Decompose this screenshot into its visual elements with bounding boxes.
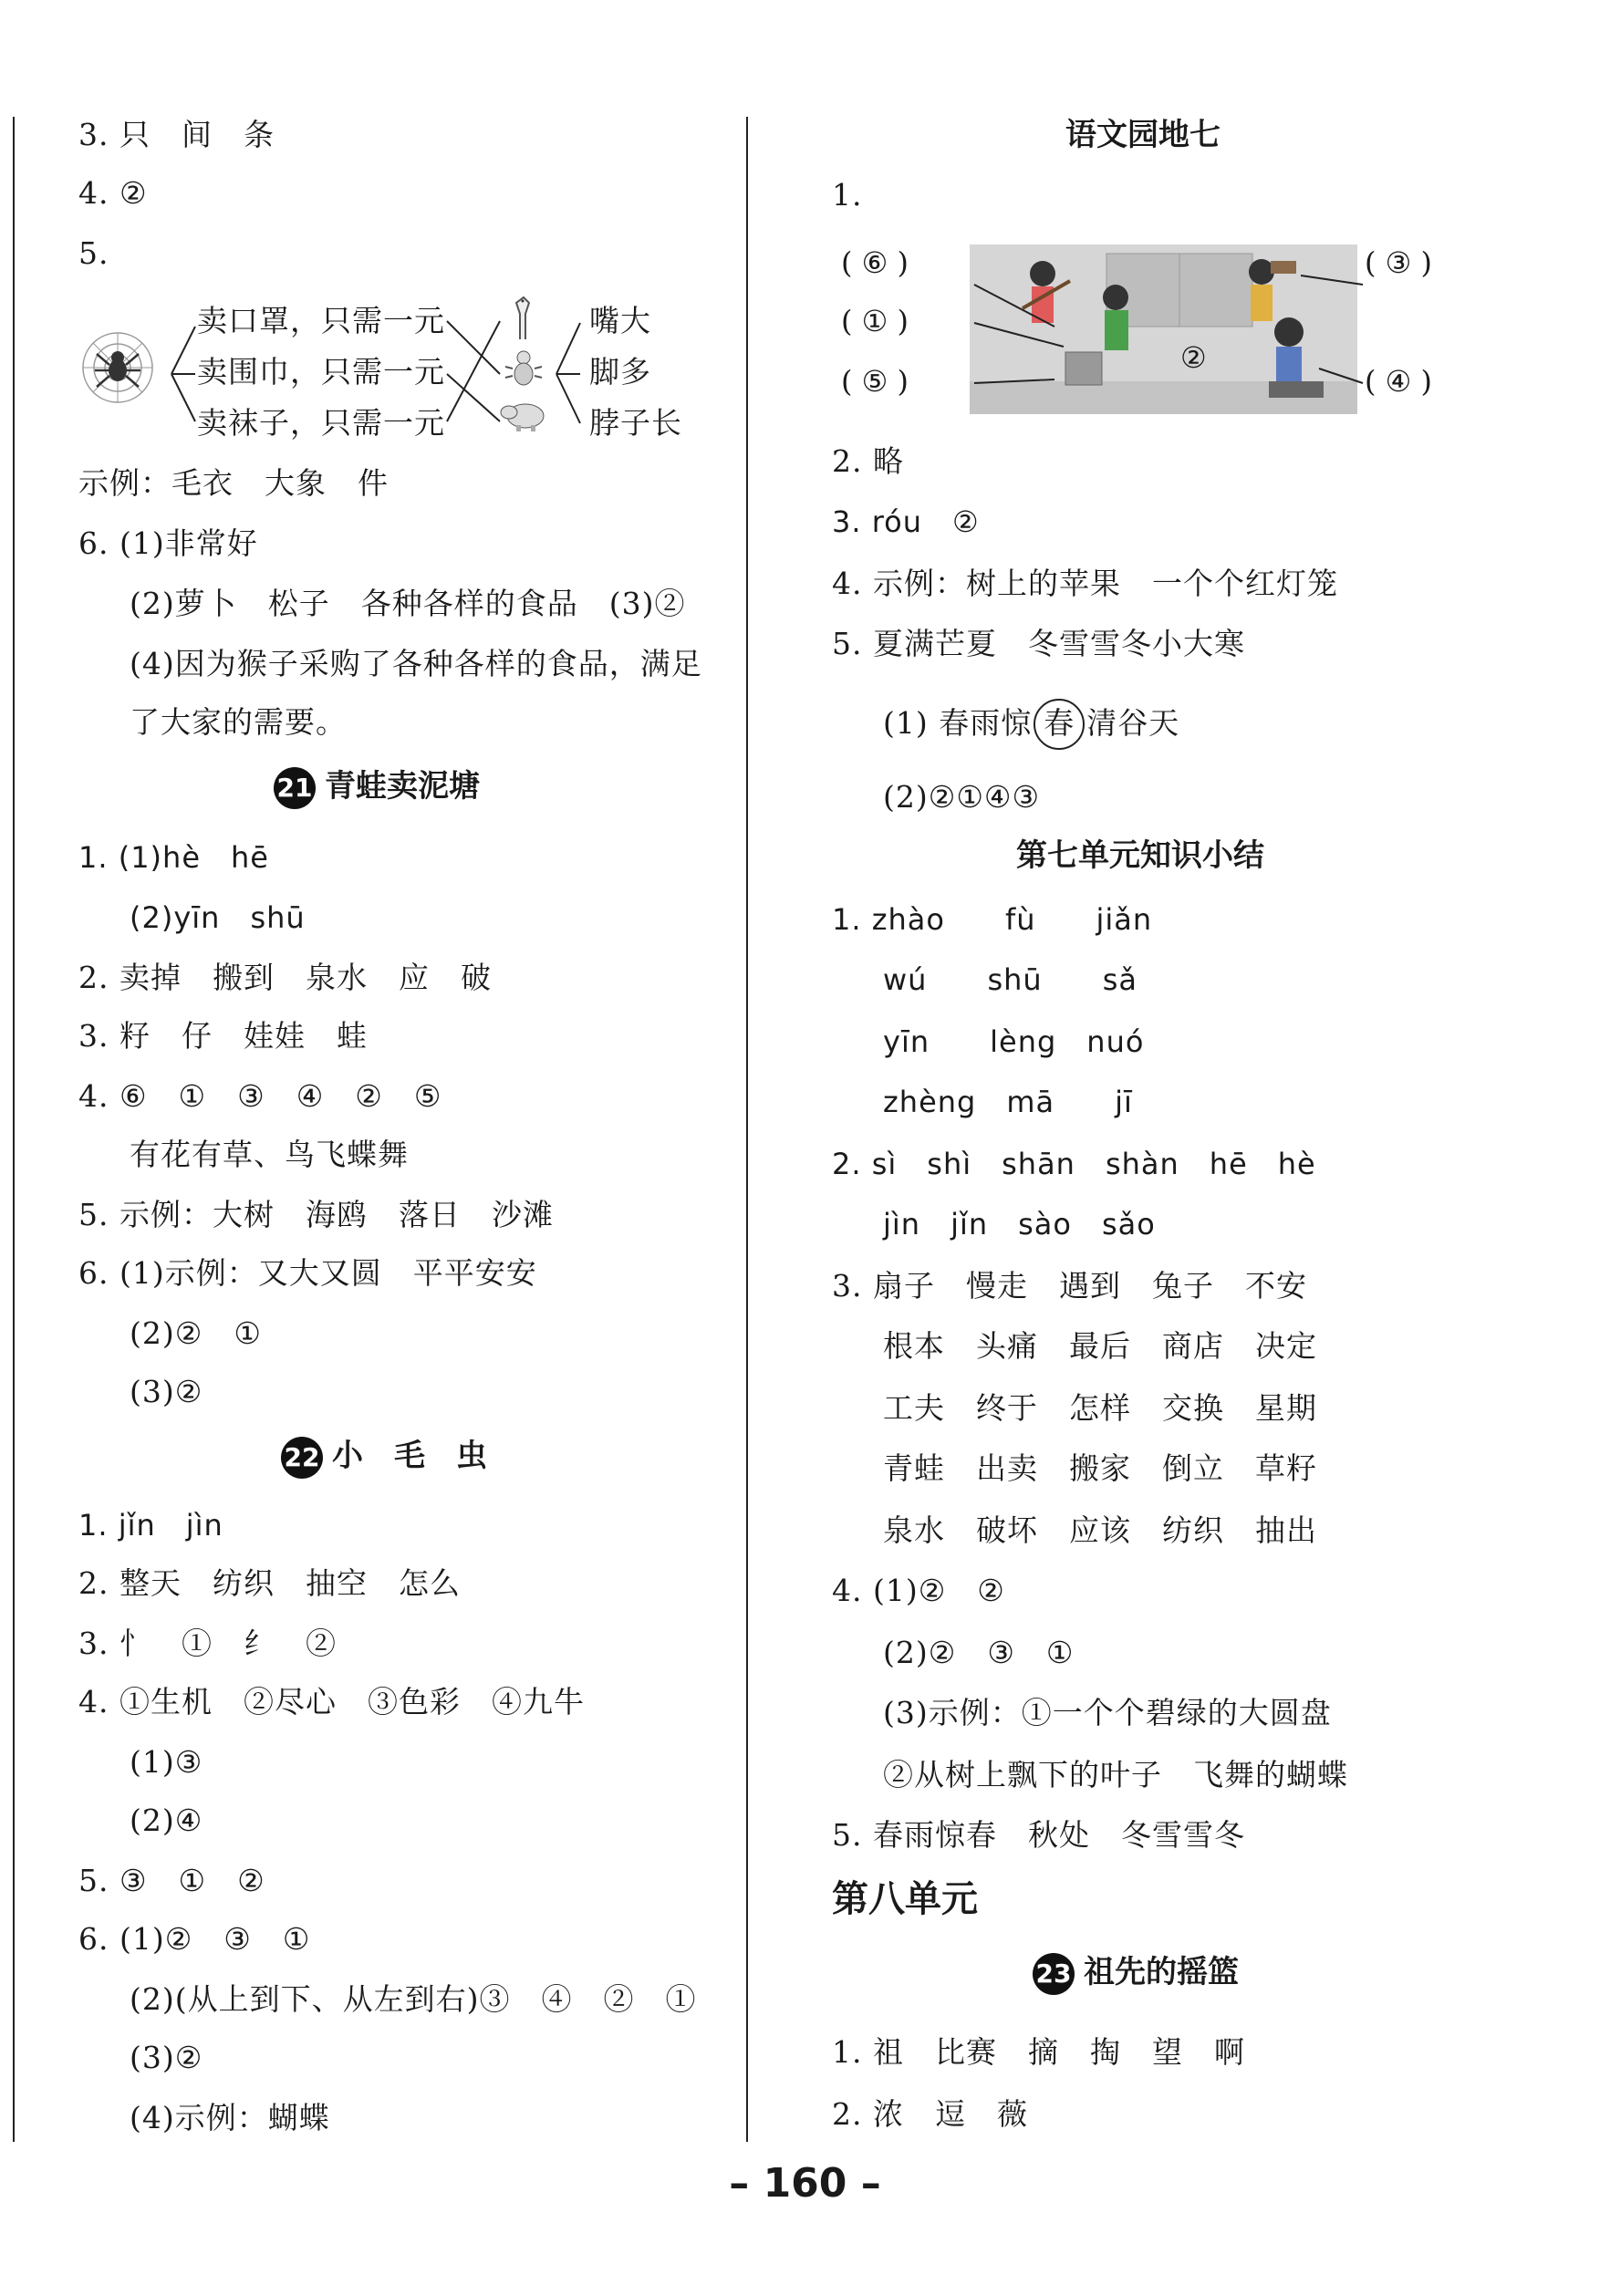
match-item: 脖子长 (589, 405, 682, 441)
answer-line: 4. (1)② ② (832, 1573, 1005, 1608)
solar-term-text: (1) 春雨惊 (883, 705, 1033, 741)
answer-line: 6. (1)非常好 (78, 525, 258, 561)
answer-line: (2)② ① (130, 1315, 262, 1351)
answer-line: 4. 示例：树上的苹果 一个个红灯笼 (832, 566, 1338, 601)
answer-line: 2. 整天 纺织 抽空 怎么 (78, 1565, 461, 1601)
answer-line: 3. 只 间 条 (78, 117, 275, 152)
lesson-title: 青蛙卖泥塘 (325, 768, 480, 805)
circled-character: 春 (1034, 699, 1085, 750)
answer-line: 示例：毛衣 大象 件 (78, 465, 389, 501)
match-item: 卖袜子，只需一元 (197, 405, 445, 441)
section-heading: 第七单元知识小结 (1016, 837, 1264, 874)
answer-line: 4. ② (78, 175, 148, 211)
answer-line: 1. 祖 比赛 摘 掏 望 啊 (832, 2034, 1245, 2070)
answer-line: 2. 浓 逗 薇 (832, 2096, 1028, 2132)
answer-line: wú shū sǎ (883, 962, 1137, 997)
match-item: 嘴大 (589, 303, 651, 338)
picture-label: ( ⑥ ) (841, 245, 909, 280)
answer-line: (2)② ③ ① (883, 1635, 1075, 1670)
match-item: 卖口罩，只需一元 (197, 303, 445, 338)
match-item: 脚多 (589, 354, 651, 390)
column-divider (746, 117, 748, 2142)
match-item: 卖围巾，只需一元 (197, 354, 445, 390)
answer-line: 6. (1)② ③ ① (78, 1921, 311, 1957)
answer-line: 1. (832, 177, 863, 213)
spider-icon (77, 327, 159, 409)
answer-line: 2. sì shì shān shàn hē hè (832, 1147, 1316, 1181)
answer-line: 5. 示例：大树 海鸥 落日 沙滩 (78, 1197, 554, 1232)
answer-line: (2)萝卜 松子 各种各样的食品 (3)② (130, 586, 686, 621)
lesson-title: 小 毛 虫 (332, 1438, 487, 1474)
answer-line: 工夫 终于 怎样 交换 星期 (883, 1390, 1317, 1426)
answer-line: 3. 忄 ① 纟 ② (78, 1626, 337, 1661)
answer-line: 1. jǐn jìn (78, 1508, 223, 1543)
answer-line: yīn lèng nuó (883, 1024, 1145, 1059)
answer-line: 有花有草、鸟飞蝶舞 (130, 1137, 409, 1172)
picture-label: ( ④ ) (1365, 364, 1432, 399)
answer-line: 根本 头痛 最后 商店 决定 (883, 1328, 1317, 1364)
giraffe-icon (507, 294, 540, 341)
answer-line: (2)④ (130, 1803, 203, 1838)
lesson-number-badge: 21 (274, 767, 316, 809)
picture-label: ( ⑤ ) (841, 364, 909, 399)
answer-line: 3. 扇子 慢走 遇到 兔子 不安 (832, 1268, 1307, 1304)
answer-line: 2. 略 (832, 443, 904, 479)
lesson-heading (274, 766, 480, 809)
answer-line: 6. (1)示例：又大又圆 平平安安 (78, 1255, 537, 1291)
answer-line: (3)② (130, 2040, 203, 2075)
answer-line (883, 699, 1179, 750)
unit-heading: 第八单元 (832, 1878, 978, 1920)
answer-line: (2)yīn shū (130, 900, 306, 935)
answer-line: 4. ①生机 ②尽心 ③色彩 ④九牛 (78, 1684, 585, 1719)
answer-line: (3)示例：①一个个碧绿的大圆盘 (883, 1695, 1332, 1730)
answer-line: 了大家的需要。 (130, 704, 347, 740)
answer-line: 1. (1)hè hē (78, 840, 269, 875)
hippo-icon (500, 396, 547, 432)
left-margin-rule (13, 117, 15, 2142)
lesson-number-badge: 22 (281, 1437, 323, 1479)
answer-line: (2)②①④③ (883, 779, 1041, 815)
picture-label: ( ① ) (841, 304, 909, 338)
answer-line: 2. 卖掉 搬到 泉水 应 破 (78, 960, 492, 995)
answer-line: (2)(从上到下、从左到右)③ ④ ② ① (130, 1981, 697, 2017)
picture-label: ( ③ ) (1365, 245, 1432, 280)
solar-term-text: 清谷天 (1086, 705, 1180, 741)
answer-line: 5. 夏满芒夏 冬雪雪冬小大寒 (832, 626, 1245, 661)
answer-line: 4. ⑥ ① ③ ④ ② ⑤ (78, 1078, 442, 1114)
answer-line: 3. róu ② (832, 504, 980, 539)
answer-line: (4)示例：蝴蝶 (130, 2100, 330, 2135)
answer-line: 1. zhào fù jiǎn (832, 902, 1153, 937)
answer-line: (4)因为猴子采购了各种各样的食品，满足 (130, 646, 702, 681)
answer-line: 5. ③ ① ② (78, 1863, 265, 1898)
answer-line: jìn jǐn sào sǎo (883, 1207, 1156, 1242)
page-number: – 160 – (729, 2160, 881, 2207)
answer-line: 5. (78, 235, 109, 271)
centipede-icon (502, 348, 545, 389)
answer-line: (1)③ (130, 1744, 203, 1780)
answer-line: (3)② (130, 1374, 203, 1409)
answer-line: zhèng mā jī (883, 1085, 1133, 1119)
answer-line: 5. 春雨惊春 秋处 冬雪雪冬 (832, 1817, 1245, 1853)
picture-label: ② (1180, 340, 1207, 375)
section-heading: 语文园地七 (1065, 117, 1220, 153)
answer-line: ②从树上飘下的叶子 飞舞的蝴蝶 (883, 1757, 1348, 1792)
lesson-heading (281, 1436, 487, 1479)
lesson-heading (1033, 1952, 1239, 1995)
lesson-number-badge: 23 (1033, 1953, 1075, 1995)
answer-line: 青蛙 出卖 搬家 倒立 草籽 (883, 1450, 1317, 1486)
lesson-title: 祖先的摇篮 (1084, 1954, 1239, 1990)
answer-line: 泉水 破坏 应该 纺织 抽出 (883, 1512, 1317, 1548)
answer-line: 3. 籽 仔 娃娃 蛙 (78, 1018, 368, 1054)
